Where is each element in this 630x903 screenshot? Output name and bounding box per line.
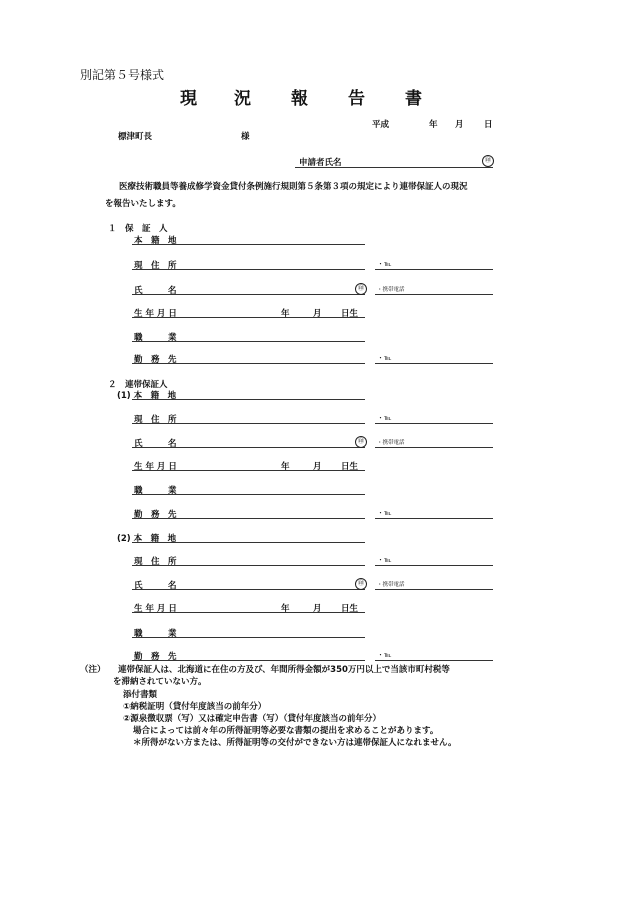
seal-mark: ㊞ — [355, 578, 367, 590]
tel-field[interactable] — [375, 518, 493, 519]
mobile-label: ・携帯電話 — [377, 287, 405, 293]
note-line-1: 連帯保証人は、北海道に在住の方及び、年間所得金額が350万円以上で当該市町村税等 — [118, 665, 450, 675]
occupation-field[interactable] — [132, 637, 365, 638]
birth-label: 生 年 月 日 — [134, 462, 177, 472]
attach-item-4: ＊所得がない方または、所得証明等の交付ができない方は連帯保証人になれません。 — [133, 738, 457, 748]
tel-field[interactable] — [375, 363, 493, 364]
birth-suffix: 日生 — [341, 309, 359, 319]
attach-heading: 添付書類 — [123, 690, 158, 700]
name-label: 氏 名 — [134, 439, 177, 449]
tel-field[interactable] — [375, 423, 493, 424]
tel-field[interactable] — [375, 660, 493, 661]
occupation-field[interactable] — [132, 341, 365, 342]
date-month: 月 — [455, 120, 464, 130]
address-field[interactable] — [132, 423, 365, 424]
seal-mark: ㊞ — [355, 436, 367, 448]
mobile-field[interactable] — [375, 589, 493, 590]
birth-field[interactable] — [132, 317, 365, 318]
workplace-field[interactable] — [132, 518, 365, 519]
name-field[interactable] — [132, 294, 365, 295]
workplace-label: 勤 務 先 — [134, 510, 177, 520]
birth-year: 年 — [281, 462, 290, 472]
birth-month: 月 — [313, 604, 322, 614]
tel-label: ・℡ — [377, 651, 392, 659]
birth-label: 生 年 月 日 — [134, 309, 177, 319]
occupation-label: 職 業 — [134, 333, 177, 343]
date-era: 平成 — [372, 120, 390, 130]
date-day: 日 — [484, 120, 493, 130]
date-year: 年 — [429, 120, 438, 130]
address-label: 現 住 所 — [134, 557, 177, 567]
workplace-field[interactable] — [132, 363, 365, 364]
birth-suffix: 日生 — [341, 462, 359, 472]
birth-month: 月 — [313, 462, 322, 472]
name-field[interactable] — [132, 589, 365, 590]
tel-label: ・℡ — [377, 556, 392, 564]
seal-mark: ㊞ — [355, 283, 367, 295]
address-field[interactable] — [132, 565, 365, 566]
title-char: 況 — [234, 89, 251, 109]
sub2-honseki-label: (2) 本 籍 地 — [117, 534, 177, 544]
seal-mark: ㊞ — [482, 155, 494, 167]
intro-line-1: 医療技術職員等養成修学資金貸付条例施行規則第５条第３項の規定により連帯保証人の現況 — [119, 182, 468, 192]
attach-item-2: ②源泉徴収票（写）又は確定申告書（写）（貸付年度該当の前年分） — [123, 714, 381, 724]
tel-label: ・℡ — [377, 354, 392, 362]
name-label: 氏 名 — [134, 286, 177, 296]
honseki-field[interactable] — [132, 244, 365, 245]
workplace-label: 勤 務 先 — [134, 652, 177, 662]
occupation-field[interactable] — [132, 494, 365, 495]
address-field[interactable] — [132, 269, 365, 270]
birth-field[interactable] — [132, 612, 365, 613]
birth-year: 年 — [281, 309, 290, 319]
tel-label: ・℡ — [377, 414, 392, 422]
address-label: 現 住 所 — [134, 261, 177, 271]
address-label: 現 住 所 — [134, 415, 177, 425]
addressee-name: 標津町長 — [118, 132, 153, 142]
title-char: 書 — [405, 89, 422, 109]
honseki-field[interactable] — [132, 399, 365, 400]
tel-field[interactable] — [375, 269, 493, 270]
birth-label: 生 年 月 日 — [134, 604, 177, 614]
applicant-label: 申請者氏名 — [299, 158, 342, 168]
intro-line-2: を報告いたします。 — [105, 199, 181, 209]
birth-month: 月 — [313, 309, 322, 319]
applicant-signature-line[interactable] — [295, 167, 493, 168]
note-marker: （注） — [80, 665, 106, 675]
workplace-label: 勤 務 先 — [134, 355, 177, 365]
mobile-label: ・携帯電話 — [377, 440, 405, 446]
form-id: 別記第５号様式 — [80, 68, 165, 82]
attach-item-1: ①納税証明（貸付年度該当の前年分） — [123, 702, 267, 712]
workplace-field[interactable] — [132, 660, 365, 661]
section1-heading: １ 保 証 人 — [108, 224, 168, 234]
name-field[interactable] — [132, 447, 365, 448]
title-char: 報 — [291, 89, 308, 109]
mobile-field[interactable] — [375, 294, 493, 295]
title-char: 現 — [180, 89, 197, 109]
birth-suffix: 日生 — [341, 604, 359, 614]
birth-year: 年 — [281, 604, 290, 614]
note-line-2: を滞納されていない方。 — [113, 677, 207, 687]
birth-field[interactable] — [132, 470, 365, 471]
occupation-label: 職 業 — [134, 629, 177, 639]
attach-item-3: 場合によっては前々年の所得証明等必要な書類の提出を求めることがあります。 — [133, 726, 439, 736]
section2-heading: ２ 連帯保証人 — [108, 380, 168, 390]
mobile-field[interactable] — [375, 447, 493, 448]
addressee-honorific: 様 — [241, 132, 250, 142]
name-label: 氏 名 — [134, 581, 177, 591]
mobile-label: ・携帯電話 — [377, 582, 405, 588]
tel-label: ・℡ — [377, 260, 392, 268]
occupation-label: 職 業 — [134, 486, 177, 496]
honseki-field[interactable] — [132, 542, 365, 543]
honseki-label: 本 籍 地 — [134, 236, 177, 246]
tel-label: ・℡ — [377, 509, 392, 517]
sub1-honseki-label: (1) 本 籍 地 — [117, 391, 177, 401]
tel-field[interactable] — [375, 565, 493, 566]
title-char: 告 — [348, 89, 365, 109]
